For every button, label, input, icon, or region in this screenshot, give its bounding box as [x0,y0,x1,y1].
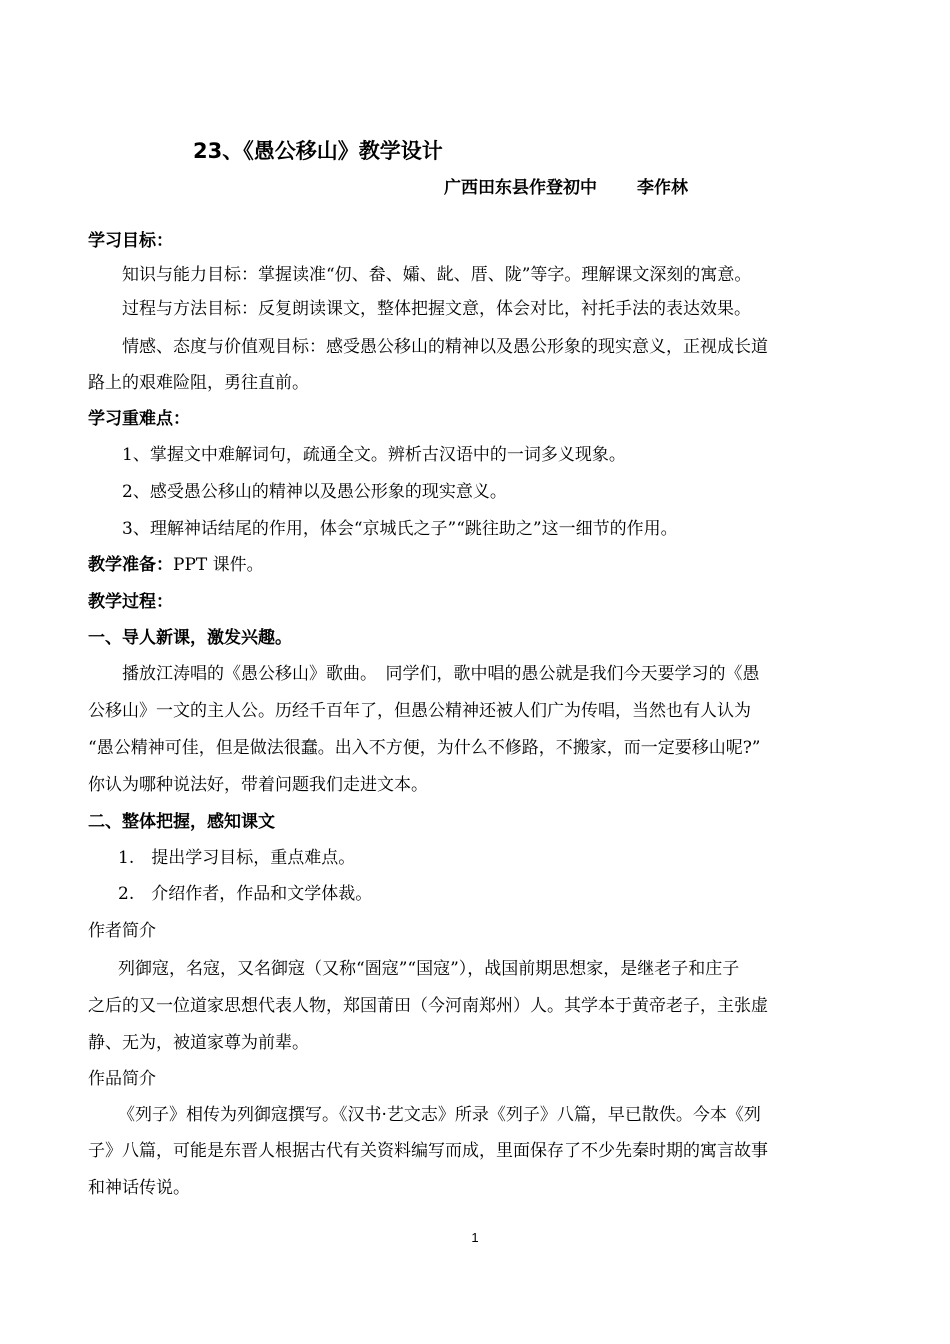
goal-emotion-line-1: 情感、态度与价值观目标：感受愚公移山的精神以及愚公形象的现实意义，正视成长道 [122,337,768,357]
author-intro-line-1: 列御寇，名寇，又名御寇（又称“圄寇”“国寇”），战国前期思想家，是继老子和庄子 [118,959,740,979]
goal-knowledge: 知识与能力目标：掌握读准“仞、畚、孀、龀、厝、陇”等字。理解课文深刻的寓意。 [122,265,752,285]
author-intro-line-2: 之后的又一位道家思想代表人物，郑国莆田（今河南郑州）人。其学本于黄帝老子，主张虚 [88,996,768,1016]
part-1-line-4: 你认为哪种说法好，带着问题我们走进文本。 [88,775,428,795]
preparation-heading: 教学准备： [88,555,173,575]
goal-process: 过程与方法目标：反复朗读课文，整体把握文意，体会对比，衬托手法的表达效果。 [122,299,751,319]
part-2-item-2: 2. 介绍作者，作品和文学体裁。 [118,884,373,904]
goal-emotion-line-2: 路上的艰难险阻，勇往直前。 [88,373,309,393]
document-title: 23、《愚公移山》教学设计 [193,139,443,163]
key-point-3: 3、理解神话结尾的作用，体会“京城氏之子”“跳往助之”这一细节的作用。 [122,519,678,539]
part-1-heading: 一、导人新课，激发兴趣。 [88,628,292,648]
work-intro-heading: 作品简介 [88,1069,156,1089]
key-point-2: 2、感受愚公移山的精神以及愚公形象的现实意义。 [122,482,507,502]
part-1-line-1: 播放江涛唱的《愚公移山》歌曲。 同学们，歌中唱的愚公就是我们今天要学习的《愚 [122,664,760,684]
part-1-line-2: 公移山》一文的主人公。历经千百年了，但愚公精神还被人们广为传唱，当然也有人认为 [88,701,751,721]
work-intro-line-1: 《列子》相传为列御寇撰写。《汉书·艺文志》所录《列子》八篇，早已散佚。今本《列 [118,1105,761,1125]
work-intro-line-2: 子》八篇，可能是东晋人根据古代有关资料编写而成，里面保存了不少先秦时期的寓言故事 [88,1141,768,1161]
preparation-line [88,554,264,576]
process-heading: 教学过程： [88,592,173,612]
author-line [444,177,688,199]
key-point-1: 1、掌握文中难解词句，疏通全文。辨析古汉语中的一词多义现象。 [122,445,626,465]
author-name: 李作林 [637,178,688,198]
part-2-item-1: 1. 提出学习目标，重点难点。 [118,848,356,868]
author-intro-heading: 作者简介 [88,921,156,941]
goals-heading: 学习目标： [88,231,173,251]
part-1-line-3: “愚公精神可佳，但是做法很蠢。出入不方便，为什么不修路，不搬家，而一定要移山呢?” [88,738,761,758]
author-intro-line-3: 静、无为，被道家尊为前辈。 [88,1033,309,1053]
part-2-heading: 二、整体把握，感知课文 [88,812,275,832]
work-intro-line-3: 和神话传说。 [88,1178,190,1198]
author-school: 广西田东县作登初中 [444,178,597,198]
key-points-heading: 学习重难点： [88,409,190,429]
page-number: 1 [471,1230,479,1245]
preparation-value: PPT 课件。 [173,555,264,575]
